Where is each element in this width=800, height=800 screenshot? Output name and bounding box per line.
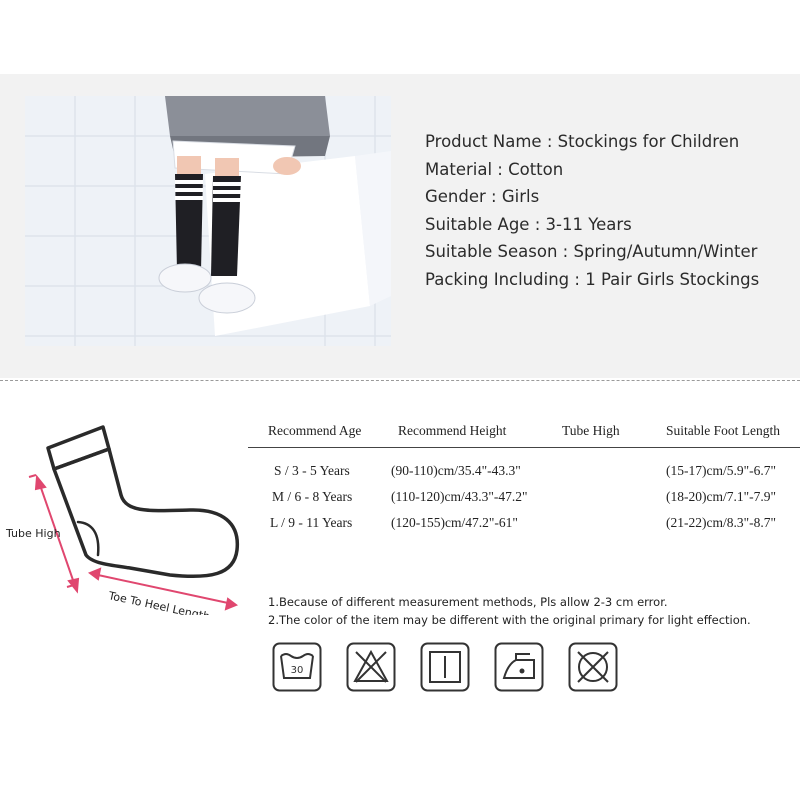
table-row [248, 515, 800, 541]
cell-age: L / 9 - 11 Years [270, 515, 353, 530]
spec-suitable-age: Suitable Age : 3-11 Years [425, 214, 632, 234]
table-body [248, 448, 800, 538]
wash-30-icon [272, 642, 322, 692]
toe-to-heel-label: Toe To Heel Length [107, 589, 212, 615]
tumble-dry-icon [420, 642, 470, 692]
girl-wearing-socks-illustration [25, 96, 391, 346]
header-recommend-height: Recommend Height [398, 423, 507, 438]
product-photo [25, 96, 391, 346]
table-row [248, 463, 800, 489]
measurement-notes [268, 593, 751, 629]
spec-packing-including: Packing Including : 1 Pair Girls Stockings [425, 269, 760, 289]
product-specs [425, 128, 759, 294]
cell-age: S / 3 - 5 Years [274, 463, 350, 478]
header-tube-high: Tube High [562, 423, 620, 438]
do-not-dry-clean-icon [568, 642, 618, 692]
cell-age: M / 6 - 8 Years [272, 489, 353, 504]
spec-gender: Gender : Girls [425, 187, 540, 207]
note-measurement-error: 1.Because of different measurement methods, Pls allow 2-3 cm error. [268, 595, 668, 609]
table-row [248, 489, 800, 515]
wash-temperature: 30 [290, 665, 304, 676]
do-not-bleach-icon [346, 642, 396, 692]
tube-high-label: Tube High [6, 527, 61, 540]
cell-foot: (15-17)cm/5.9"-6.7" [666, 463, 776, 478]
spec-material: Material : Cotton [425, 159, 564, 179]
cell-foot: (21-22)cm/8.3"-8.7" [666, 515, 776, 530]
note-color-difference: 2.The color of the item may be different with the original primary for light effection. [268, 613, 751, 627]
dashed-divider [0, 380, 800, 381]
iron-low-icon [494, 642, 544, 692]
size-table [248, 418, 800, 538]
spec-product-name: Product Name : Stockings for Children [425, 132, 740, 151]
cell-foot: (18-20)cm/7.1"-7.9" [666, 489, 776, 504]
sock-measurement-diagram [0, 415, 260, 615]
sock-outline-icon [0, 415, 260, 615]
spec-suitable-season: Suitable Season : Spring/Autumn/Winter [425, 242, 758, 262]
header-recommend-age: Recommend Age [268, 423, 362, 438]
header-suitable-foot-length: Suitable Foot Length [666, 423, 780, 438]
cell-height: (120-155)cm/47.2"-61" [391, 515, 518, 530]
cell-height: (90-110)cm/35.4"-43.3" [391, 463, 521, 478]
cell-height: (110-120)cm/43.3"-47.2" [391, 489, 528, 504]
table-header [248, 418, 800, 448]
